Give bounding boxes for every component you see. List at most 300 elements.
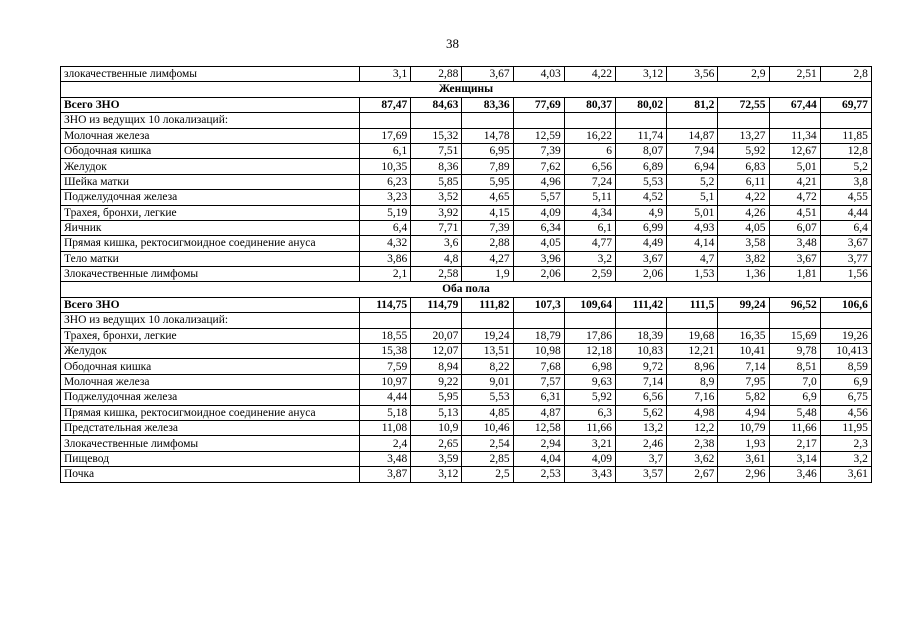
value-cell: 3,67: [462, 67, 513, 82]
value-cell: 2,85: [462, 451, 513, 466]
value-cell: 4,04: [513, 451, 564, 466]
value-cell: 7,14: [718, 359, 769, 374]
value-cell: 4,65: [462, 190, 513, 205]
value-cell: 2,67: [667, 467, 718, 482]
row-label: Поджелудочная железа: [61, 390, 360, 405]
table-row: [61, 420, 872, 435]
page-number: 38: [446, 36, 459, 51]
value-cell: [615, 313, 666, 328]
row-label: Шейка матки: [61, 174, 360, 189]
row-label: Злокачественные лимфомы: [61, 267, 360, 282]
row-label: Всего ЗНО: [61, 297, 360, 312]
value-cell: 3,12: [411, 467, 462, 482]
value-cell: 12,21: [667, 344, 718, 359]
value-cell: 3,21: [564, 436, 615, 451]
value-cell: 8,94: [411, 359, 462, 374]
value-cell: 96,52: [769, 297, 820, 312]
value-cell: 3,61: [820, 467, 871, 482]
value-cell: 4,49: [615, 236, 666, 251]
value-cell: 11,95: [820, 420, 871, 435]
value-cell: 1,56: [820, 267, 871, 282]
value-cell: 6: [564, 143, 615, 158]
value-cell: 4,51: [769, 205, 820, 220]
value-cell: 3,61: [718, 451, 769, 466]
value-cell: 2,5: [462, 467, 513, 482]
value-cell: 13,51: [462, 344, 513, 359]
table-row: [61, 267, 872, 282]
value-cell: 15,32: [411, 128, 462, 143]
row-label: Трахея, бронхи, легкие: [61, 205, 360, 220]
value-cell: [820, 313, 871, 328]
value-cell: 5,92: [564, 390, 615, 405]
value-cell: 9,63: [564, 374, 615, 389]
value-cell: 2,54: [462, 436, 513, 451]
value-cell: 4,98: [667, 405, 718, 420]
value-cell: [564, 313, 615, 328]
value-cell: 114,75: [360, 297, 411, 312]
value-cell: 6,23: [360, 174, 411, 189]
value-cell: 4,27: [462, 251, 513, 266]
value-cell: 6,94: [667, 159, 718, 174]
table-row: [61, 205, 872, 220]
value-cell: [564, 113, 615, 128]
value-cell: 4,87: [513, 405, 564, 420]
value-cell: 8,07: [615, 143, 666, 158]
value-cell: 11,34: [769, 128, 820, 143]
value-cell: [769, 113, 820, 128]
value-cell: 5,95: [462, 174, 513, 189]
value-cell: 5,85: [411, 174, 462, 189]
value-cell: 3,14: [769, 451, 820, 466]
value-cell: 8,22: [462, 359, 513, 374]
value-cell: [769, 313, 820, 328]
table-row: [61, 67, 872, 82]
value-cell: 2,38: [667, 436, 718, 451]
value-cell: 7,71: [411, 220, 462, 235]
value-cell: 5,2: [667, 174, 718, 189]
value-cell: 2,59: [564, 267, 615, 282]
value-cell: [718, 113, 769, 128]
value-cell: 12,58: [513, 420, 564, 435]
value-cell: 11,74: [615, 128, 666, 143]
value-cell: 107,3: [513, 297, 564, 312]
value-cell: 3,8: [820, 174, 871, 189]
value-cell: 6,99: [615, 220, 666, 235]
value-cell: 5,1: [667, 190, 718, 205]
value-cell: 4,96: [513, 174, 564, 189]
value-cell: 2,17: [769, 436, 820, 451]
value-cell: 10,83: [615, 344, 666, 359]
value-cell: 4,44: [360, 390, 411, 405]
value-cell: 10,35: [360, 159, 411, 174]
value-cell: 4,32: [360, 236, 411, 251]
row-label: Ободочная кишка: [61, 143, 360, 158]
value-cell: 4,09: [564, 451, 615, 466]
value-cell: 3,6: [411, 236, 462, 251]
value-cell: 3,46: [769, 467, 820, 482]
value-cell: 5,53: [462, 390, 513, 405]
value-cell: 3,86: [360, 251, 411, 266]
row-label: Тело матки: [61, 251, 360, 266]
value-cell: 4,94: [718, 405, 769, 420]
value-cell: 17,86: [564, 328, 615, 343]
value-cell: 80,37: [564, 97, 615, 112]
value-cell: 2,1: [360, 267, 411, 282]
value-cell: 3,59: [411, 451, 462, 466]
value-cell: 3,12: [615, 67, 666, 82]
total-row: [61, 297, 872, 312]
value-cell: 114,79: [411, 297, 462, 312]
value-cell: 67,44: [769, 97, 820, 112]
value-cell: 1,53: [667, 267, 718, 282]
value-cell: 3,82: [718, 251, 769, 266]
value-cell: 4,14: [667, 236, 718, 251]
value-cell: 1,81: [769, 267, 820, 282]
value-cell: 9,01: [462, 374, 513, 389]
value-cell: 7,94: [667, 143, 718, 158]
value-cell: 4,72: [769, 190, 820, 205]
value-cell: 2,8: [820, 67, 871, 82]
value-cell: 3,43: [564, 467, 615, 482]
value-cell: 11,66: [769, 420, 820, 435]
value-cell: 16,35: [718, 328, 769, 343]
value-cell: 5,19: [360, 205, 411, 220]
value-cell: 10,9: [411, 420, 462, 435]
table-row: [61, 143, 872, 158]
value-cell: 4,93: [667, 220, 718, 235]
value-cell: [360, 113, 411, 128]
table-row: [61, 467, 872, 482]
row-label: Трахея, бронхи, легкие: [61, 328, 360, 343]
value-cell: 7,16: [667, 390, 718, 405]
value-cell: 7,95: [718, 374, 769, 389]
value-cell: 3,52: [411, 190, 462, 205]
section-title: [360, 282, 872, 297]
value-cell: 2,51: [769, 67, 820, 82]
section-title-text: Оба пола: [442, 283, 490, 296]
value-cell: 3,96: [513, 251, 564, 266]
value-cell: 4,21: [769, 174, 820, 189]
value-cell: 3,92: [411, 205, 462, 220]
row-label: Молочная железа: [61, 374, 360, 389]
value-cell: 10,413: [820, 344, 871, 359]
value-cell: 3,67: [820, 236, 871, 251]
value-cell: 10,98: [513, 344, 564, 359]
value-cell: 4,26: [718, 205, 769, 220]
value-cell: 10,41: [718, 344, 769, 359]
value-cell: 2,9: [718, 67, 769, 82]
value-cell: 109,64: [564, 297, 615, 312]
table-row: [61, 220, 872, 235]
value-cell: 5,53: [615, 174, 666, 189]
section-header-row: [61, 82, 872, 97]
value-cell: 69,77: [820, 97, 871, 112]
value-cell: 20,07: [411, 328, 462, 343]
value-cell: 6,89: [615, 159, 666, 174]
value-cell: 4,8: [411, 251, 462, 266]
value-cell: 12,2: [667, 420, 718, 435]
value-cell: [718, 313, 769, 328]
value-cell: 106,6: [820, 297, 871, 312]
value-cell: 13,27: [718, 128, 769, 143]
value-cell: 3,23: [360, 190, 411, 205]
row-label: Молочная железа: [61, 128, 360, 143]
value-cell: 6,34: [513, 220, 564, 235]
value-cell: 7,14: [615, 374, 666, 389]
value-cell: 18,79: [513, 328, 564, 343]
value-cell: 1,36: [718, 267, 769, 282]
value-cell: 3,62: [667, 451, 718, 466]
value-cell: [667, 113, 718, 128]
value-cell: 3,48: [360, 451, 411, 466]
value-cell: 9,72: [615, 359, 666, 374]
total-row: [61, 97, 872, 112]
value-cell: 11,85: [820, 128, 871, 143]
table-row: [61, 251, 872, 266]
value-cell: 12,67: [769, 143, 820, 158]
value-cell: 10,97: [360, 374, 411, 389]
value-cell: 5,18: [360, 405, 411, 420]
value-cell: 3,2: [564, 251, 615, 266]
value-cell: 4,9: [615, 205, 666, 220]
value-cell: [411, 113, 462, 128]
value-cell: 8,96: [667, 359, 718, 374]
value-cell: 84,63: [411, 97, 462, 112]
value-cell: 81,2: [667, 97, 718, 112]
value-cell: 80,02: [615, 97, 666, 112]
value-cell: 12,18: [564, 344, 615, 359]
incidence-table: [60, 66, 872, 483]
value-cell: 6,11: [718, 174, 769, 189]
value-cell: 11,66: [564, 420, 615, 435]
value-cell: 2,3: [820, 436, 871, 451]
value-cell: 7,51: [411, 143, 462, 158]
table-row: [61, 159, 872, 174]
value-cell: 17,69: [360, 128, 411, 143]
row-label: Пищевод: [61, 451, 360, 466]
table-row: [61, 190, 872, 205]
value-cell: 7,0: [769, 374, 820, 389]
section-header-row: [61, 282, 872, 297]
value-cell: 2,53: [513, 467, 564, 482]
value-cell: [513, 113, 564, 128]
value-cell: 4,55: [820, 190, 871, 205]
row-label: ЗНО из ведущих 10 локализаций:: [61, 313, 360, 328]
value-cell: 77,69: [513, 97, 564, 112]
value-cell: [360, 313, 411, 328]
table-row: [61, 436, 872, 451]
value-cell: 4,15: [462, 205, 513, 220]
value-cell: 4,56: [820, 405, 871, 420]
value-cell: 7,89: [462, 159, 513, 174]
row-label: Ободочная кишка: [61, 359, 360, 374]
value-cell: 7,39: [513, 143, 564, 158]
value-cell: 19,68: [667, 328, 718, 343]
value-cell: 13,2: [615, 420, 666, 435]
value-cell: 6,4: [360, 220, 411, 235]
value-cell: 8,9: [667, 374, 718, 389]
value-cell: 111,42: [615, 297, 666, 312]
table-row: [61, 344, 872, 359]
value-cell: 9,78: [769, 344, 820, 359]
table-row: [61, 451, 872, 466]
value-cell: 18,55: [360, 328, 411, 343]
value-cell: 6,3: [564, 405, 615, 420]
row-label: Желудок: [61, 344, 360, 359]
value-cell: 4,22: [718, 190, 769, 205]
section-spacer-cell: [61, 82, 360, 97]
value-cell: 6,95: [462, 143, 513, 158]
value-cell: 111,82: [462, 297, 513, 312]
value-cell: 4,05: [718, 220, 769, 235]
value-cell: 1,9: [462, 267, 513, 282]
value-cell: 6,83: [718, 159, 769, 174]
value-cell: 87,47: [360, 97, 411, 112]
value-cell: 6,9: [820, 374, 871, 389]
value-cell: [513, 313, 564, 328]
value-cell: 5,11: [564, 190, 615, 205]
value-cell: 8,51: [769, 359, 820, 374]
value-cell: 2,06: [513, 267, 564, 282]
table-row: [61, 359, 872, 374]
value-cell: 5,92: [718, 143, 769, 158]
value-cell: 6,9: [769, 390, 820, 405]
value-cell: 5,48: [769, 405, 820, 420]
value-cell: 5,13: [411, 405, 462, 420]
value-cell: [615, 113, 666, 128]
value-cell: 5,95: [411, 390, 462, 405]
value-cell: 6,75: [820, 390, 871, 405]
value-cell: 4,05: [513, 236, 564, 251]
value-cell: 12,07: [411, 344, 462, 359]
value-cell: 7,57: [513, 374, 564, 389]
value-cell: 83,36: [462, 97, 513, 112]
value-cell: 7,39: [462, 220, 513, 235]
value-cell: 7,24: [564, 174, 615, 189]
value-cell: 3,58: [718, 236, 769, 251]
value-cell: 111,5: [667, 297, 718, 312]
value-cell: 5,57: [513, 190, 564, 205]
row-label: Предстательная железа: [61, 420, 360, 435]
value-cell: 7,62: [513, 159, 564, 174]
table-row: [61, 328, 872, 343]
value-cell: 2,4: [360, 436, 411, 451]
value-cell: 6,56: [615, 390, 666, 405]
value-cell: 3,67: [615, 251, 666, 266]
value-cell: 72,55: [718, 97, 769, 112]
value-cell: 3,67: [769, 251, 820, 266]
value-cell: [667, 313, 718, 328]
value-cell: 11,08: [360, 420, 411, 435]
value-cell: 10,79: [718, 420, 769, 435]
row-label: Почка: [61, 467, 360, 482]
value-cell: 2,65: [411, 436, 462, 451]
section-title: [360, 82, 872, 97]
section-title-text: Женщины: [438, 83, 494, 96]
value-cell: 6,56: [564, 159, 615, 174]
row-label: Желудок: [61, 159, 360, 174]
value-cell: 99,24: [718, 297, 769, 312]
value-cell: 2,06: [615, 267, 666, 282]
value-cell: 6,4: [820, 220, 871, 235]
row-label: Прямая кишка, ректосигмоидное соединение ануса: [61, 405, 360, 420]
row-label: Прямая кишка, ректосигмоидное соединение ануса: [61, 236, 360, 251]
value-cell: 6,1: [564, 220, 615, 235]
value-cell: 4,34: [564, 205, 615, 220]
table-row: [61, 405, 872, 420]
value-cell: 4,22: [564, 67, 615, 82]
value-cell: 15,69: [769, 328, 820, 343]
value-cell: 14,87: [667, 128, 718, 143]
table-row: [61, 390, 872, 405]
value-cell: 4,77: [564, 236, 615, 251]
row-label: Всего ЗНО: [61, 97, 360, 112]
value-cell: 3,87: [360, 467, 411, 482]
value-cell: [820, 113, 871, 128]
value-cell: 4,09: [513, 205, 564, 220]
value-cell: 8,59: [820, 359, 871, 374]
value-cell: 12,8: [820, 143, 871, 158]
value-cell: 5,01: [769, 159, 820, 174]
value-cell: 18,39: [615, 328, 666, 343]
value-cell: 10,46: [462, 420, 513, 435]
value-cell: 4,03: [513, 67, 564, 82]
value-cell: 5,01: [667, 205, 718, 220]
row-label: Поджелудочная железа: [61, 190, 360, 205]
value-cell: 19,24: [462, 328, 513, 343]
row-label: Злокачественные лимфомы: [61, 436, 360, 451]
section-spacer-cell: [61, 282, 360, 297]
value-cell: 4,7: [667, 251, 718, 266]
value-cell: 3,77: [820, 251, 871, 266]
value-cell: 6,07: [769, 220, 820, 235]
row-label: ЗНО из ведущих 10 локализаций:: [61, 113, 360, 128]
table-row: [61, 236, 872, 251]
value-cell: 5,2: [820, 159, 871, 174]
row-label: злокачественные лимфомы: [61, 67, 360, 82]
value-cell: 2,46: [615, 436, 666, 451]
value-cell: 5,82: [718, 390, 769, 405]
value-cell: 6,31: [513, 390, 564, 405]
value-cell: 3,7: [615, 451, 666, 466]
value-cell: 16,22: [564, 128, 615, 143]
value-cell: 1,93: [718, 436, 769, 451]
value-cell: [411, 313, 462, 328]
value-cell: 3,48: [769, 236, 820, 251]
value-cell: 2,94: [513, 436, 564, 451]
value-cell: 3,56: [667, 67, 718, 82]
table-row: [61, 128, 872, 143]
value-cell: [462, 313, 513, 328]
table-row: [61, 374, 872, 389]
value-cell: 19,26: [820, 328, 871, 343]
value-cell: 4,85: [462, 405, 513, 420]
value-cell: 8,36: [411, 159, 462, 174]
value-cell: 6,1: [360, 143, 411, 158]
value-cell: 2,88: [462, 236, 513, 251]
row-label: Яичник: [61, 220, 360, 235]
value-cell: 12,59: [513, 128, 564, 143]
value-cell: 3,2: [820, 451, 871, 466]
value-cell: 4,52: [615, 190, 666, 205]
value-cell: 2,58: [411, 267, 462, 282]
value-cell: 3,57: [615, 467, 666, 482]
value-cell: 2,96: [718, 467, 769, 482]
value-cell: 2,88: [411, 67, 462, 82]
subheader-row: [61, 113, 872, 128]
value-cell: 5,62: [615, 405, 666, 420]
value-cell: [462, 113, 513, 128]
